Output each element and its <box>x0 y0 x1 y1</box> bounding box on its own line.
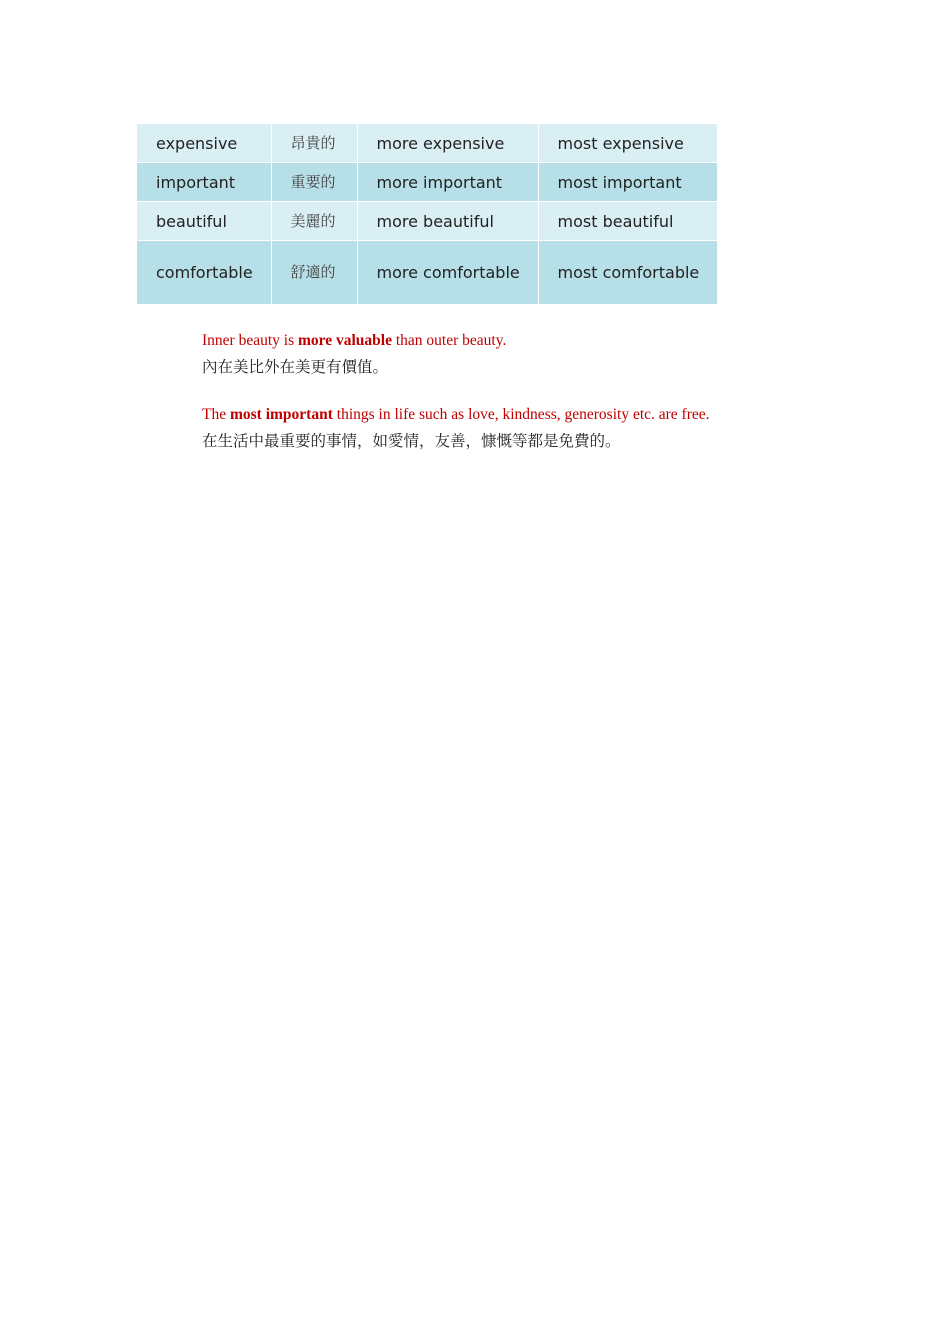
adjective-comparison-table <box>137 124 717 305</box>
adjective-cell: expensive <box>137 124 271 163</box>
example-sentence-2 <box>202 403 902 455</box>
chinese-translation: 內在美比外在美更有價值。 <box>202 358 389 376</box>
table-row <box>137 202 717 241</box>
superlative-cell: most comfortable <box>538 241 717 305</box>
table-row <box>137 241 717 305</box>
superlative-cell: most important <box>538 163 717 202</box>
comparative-cell: more beautiful <box>357 202 538 241</box>
highlighted-phrase: more valuable <box>297 332 392 349</box>
highlighted-phrase: most important <box>229 406 333 423</box>
english-sentence: The most important things in life such as love, kindness, generosity etc. are free. <box>202 406 710 423</box>
adjective-cell: beautiful <box>137 202 271 241</box>
chinese-meaning-cell: 重要的 <box>271 163 357 202</box>
chinese-meaning-cell: 美麗的 <box>271 202 357 241</box>
adjective-cell: important <box>137 163 271 202</box>
example-sentence-1 <box>202 329 902 381</box>
table-row <box>137 163 717 202</box>
english-sentence: Inner beauty is more valuable than outer beauty. <box>202 332 507 349</box>
chinese-meaning-cell: 舒適的 <box>271 241 357 305</box>
superlative-cell: most beautiful <box>538 202 717 241</box>
table-row <box>137 124 717 163</box>
comparative-cell: more expensive <box>357 124 538 163</box>
superlative-cell: most expensive <box>538 124 717 163</box>
comparative-cell: more comfortable <box>357 241 538 305</box>
adjective-cell: comfortable <box>137 241 271 305</box>
chinese-meaning-cell: 昂貴的 <box>271 124 357 163</box>
comparative-cell: more important <box>357 163 538 202</box>
chinese-translation: 在生活中最重要的事情，如愛情，友善，慷慨等都是免費的。 <box>202 432 621 450</box>
